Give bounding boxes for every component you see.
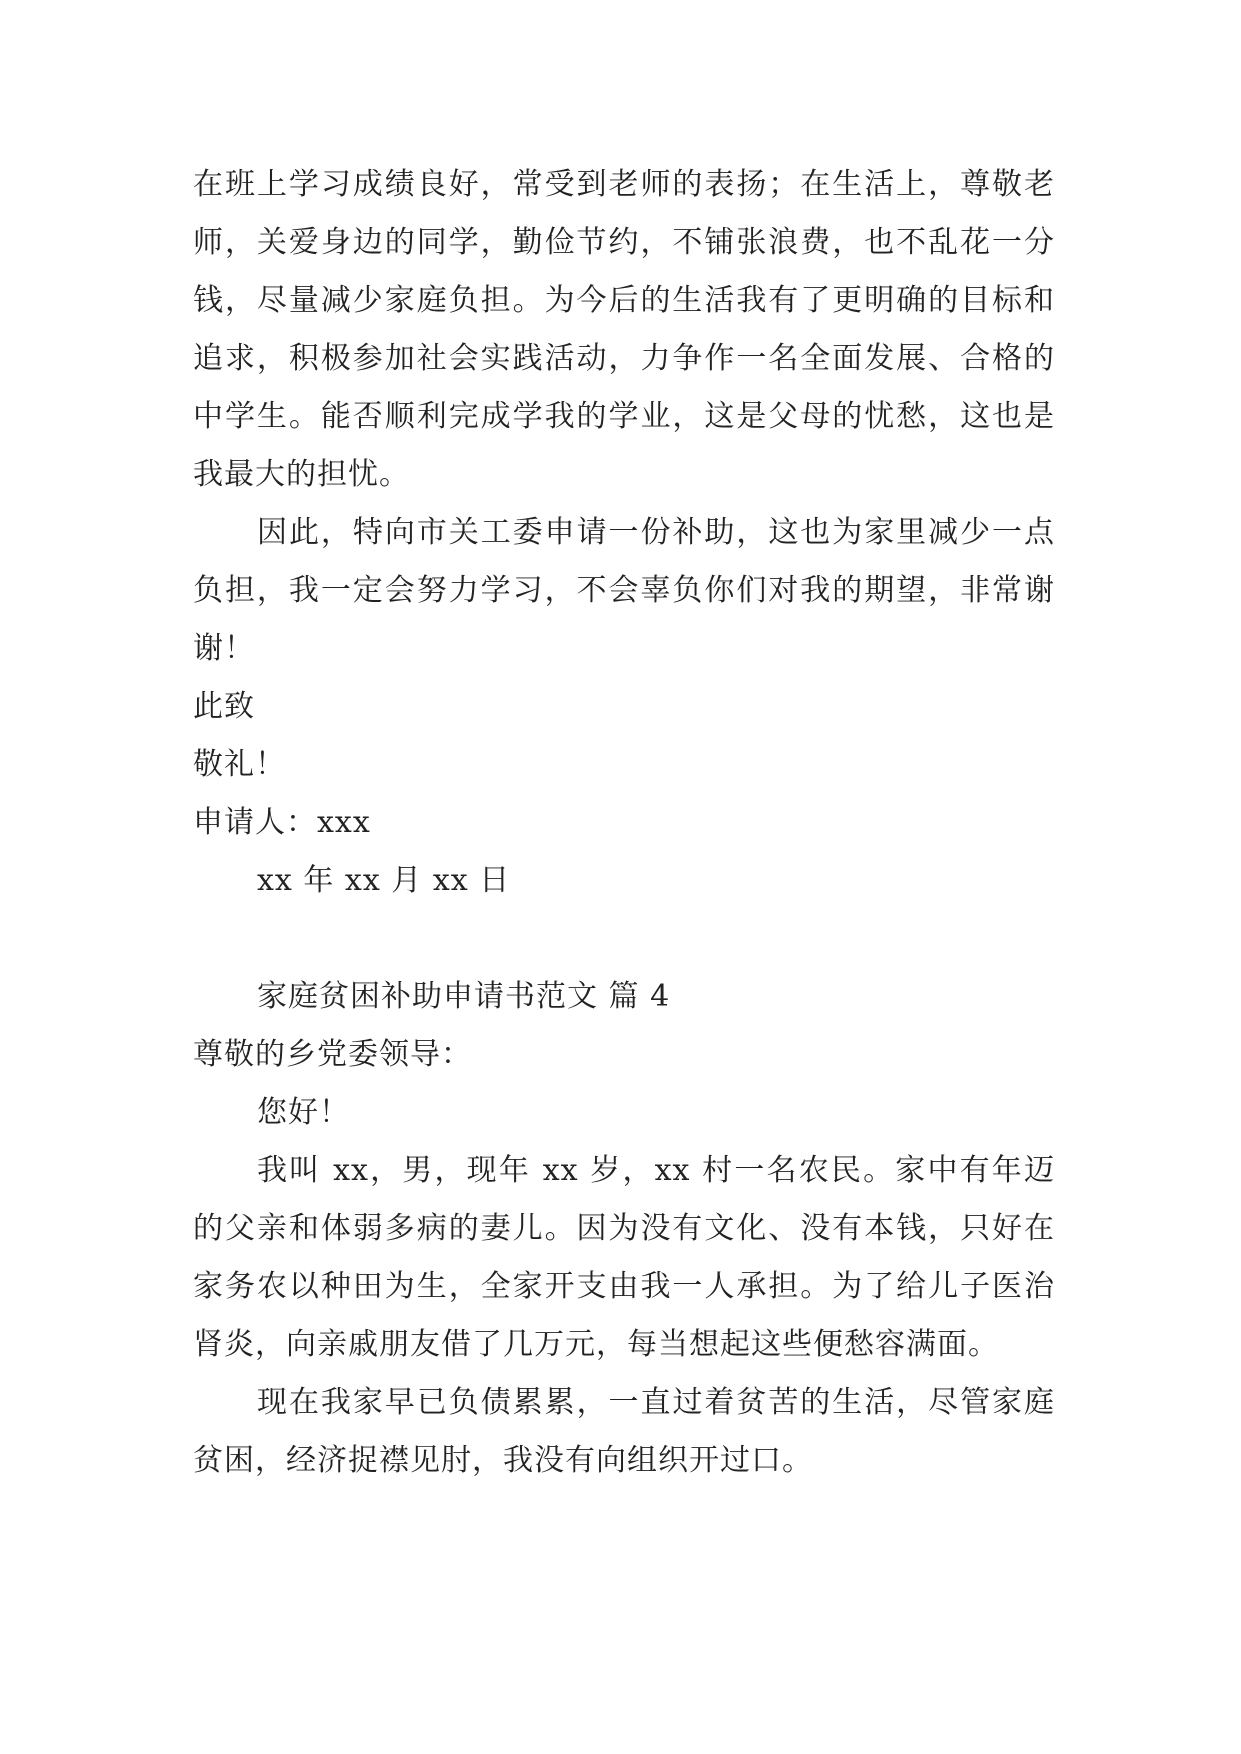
body-paragraph-1: 在班上学习成绩良好，常受到老师的表扬；在生活上，尊敬老师，关爱身边的同学，勤俭节约，不铺张浪费，也不乱花一分钱，尽量减少家庭负担。为今后的生活我有了更明确的目标和追求，积极参加社会实践活动，力争作一名全面发展、合格的中学生。能否顺利完成学我的学业，这是父母的忧愁，这也是我最大的担忧。: [193, 167, 1055, 492]
document-page: [193, 156, 1055, 1490]
body-paragraph-2: 因此，特向市关工委申请一份补助，这也为家里减少一点负担，我一定会努力学习，不会辜负你们对我的期望，非常谢谢！: [193, 515, 1055, 666]
date-line: xx 年 xx 月 xx 日: [257, 863, 511, 898]
closing-line-2: 敬礼！: [193, 747, 286, 782]
closing-line-1: 此致: [193, 689, 255, 724]
applicant-line: 申请人：xxx: [193, 805, 371, 840]
body-paragraph-4: 现在我家早已负债累累，一直过着贫苦的生活，尽管家庭贫困，经济捉襟见肘，我没有向组织开过口。: [193, 1385, 1055, 1478]
greeting-line: 您好！: [257, 1095, 350, 1130]
body-paragraph-3: 我叫 xx，男，现年 xx 岁，xx 村一名农民。家中有年迈的父亲和体弱多病的妻儿。因为没有文化、没有本钱，只好在家务农以种田为生，全家开支由我一人承担。为了给儿子医治肾炎，向亲戚朋友借了几万元，每当想起这些便愁容满面。: [193, 1153, 1055, 1362]
section-heading: 家庭贫困补助申请书范文 篇 4: [257, 979, 671, 1014]
section-gap: [193, 910, 1055, 968]
salutation-line: 尊敬的乡党委领导：: [193, 1037, 472, 1072]
